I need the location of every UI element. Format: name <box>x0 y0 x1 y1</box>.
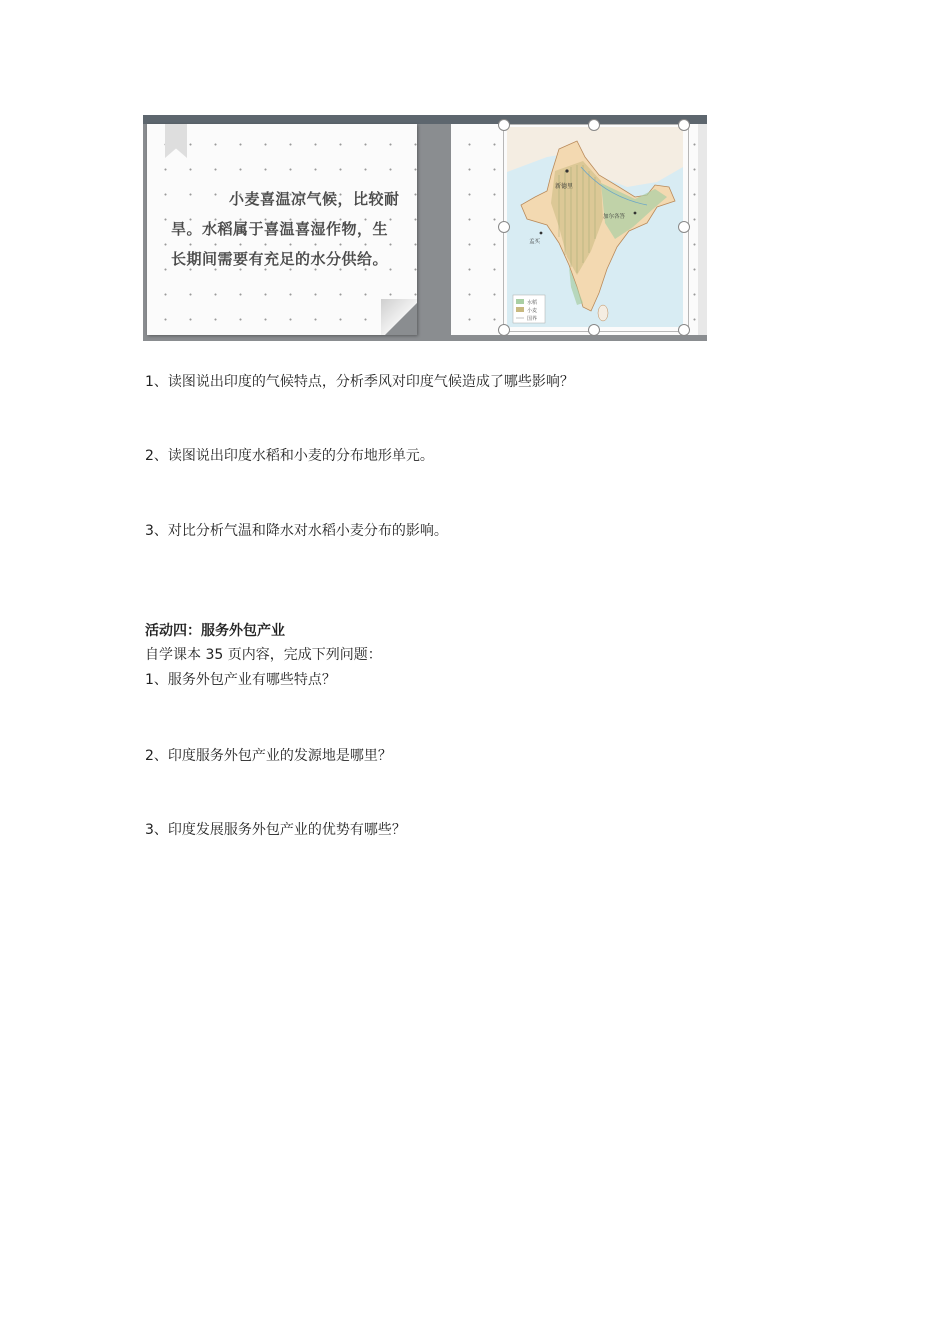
legend-rice-swatch <box>516 299 524 304</box>
legend-wheat-swatch <box>516 307 524 312</box>
new-delhi-marker <box>565 169 568 172</box>
mumbai-marker <box>540 232 543 235</box>
page-curl-icon <box>381 299 417 335</box>
legend-border-label: 国界 <box>527 316 538 322</box>
activity4-intro: 自学课本 35 页内容，完成下列问题： <box>145 647 382 663</box>
resize-handle-top-right[interactable] <box>678 119 690 131</box>
question-1: 1、读图说出印度的气候特点，分析季风对印度气候造成了哪些影响？ <box>145 374 574 390</box>
resize-handle-bottom-right[interactable] <box>678 324 690 336</box>
activity4-title: 活动四：服务外包产业 <box>145 623 285 639</box>
legend-rice-label: 水稻 <box>527 300 538 306</box>
activity4-question-2: 2、印度服务外包产业的发源地是哪里？ <box>145 748 392 764</box>
resize-handle-left[interactable] <box>498 221 510 233</box>
figure-top-bar <box>143 115 707 124</box>
resize-handle-bottom[interactable] <box>588 324 600 336</box>
resize-handle-top[interactable] <box>588 119 600 131</box>
resize-handle-right[interactable] <box>678 221 690 233</box>
map-panel <box>451 124 707 335</box>
kolkata-marker <box>634 212 637 215</box>
question-3: 3、对比分析气温和降水对水稻小麦分布的影响。 <box>145 523 448 539</box>
india-map <box>507 127 683 327</box>
label-kolkata: 加尔各答 <box>603 214 626 220</box>
note-card <box>147 124 417 335</box>
resize-handle-top-left[interactable] <box>498 119 510 131</box>
note-text: 小麦喜温凉气候，比较耐旱。水稻属于喜温喜湿作物，生长期间需要有充足的水分供给。 <box>171 190 400 268</box>
bookmark-ribbon-icon <box>165 124 187 158</box>
activity4-question-3: 3、印度发展服务外包产业的优势有哪些？ <box>145 822 406 838</box>
activity4-question-1: 1、服务外包产业有哪些特点？ <box>145 672 336 688</box>
sri-lanka-land <box>598 305 608 321</box>
side-toolbar-strip <box>698 124 707 335</box>
legend-wheat-label: 小麦 <box>527 308 538 314</box>
slide-figure <box>143 115 707 341</box>
resize-handle-bottom-left[interactable] <box>498 324 510 336</box>
label-mumbai: 孟买 <box>529 239 541 245</box>
question-2: 2、读图说出印度水稻和小麦的分布地形单元。 <box>145 448 434 464</box>
label-new-delhi: 新德里 <box>555 183 574 190</box>
